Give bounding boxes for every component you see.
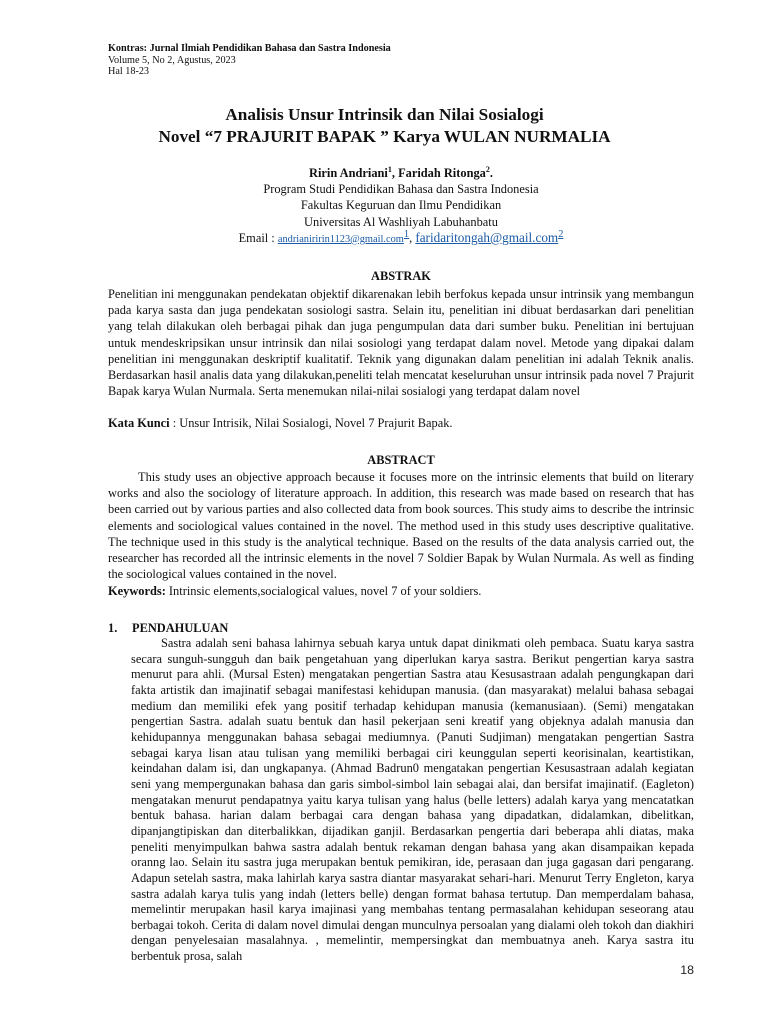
affiliation-university: Universitas Al Washliyah Labuhanbatu (304, 214, 498, 229)
email-label: Email : (238, 230, 278, 245)
section-1-number: 1. (108, 621, 118, 635)
journal-title: Kontras: Jurnal Ilmiah Pendidikan Bahasa dan Sastra Indonesia (108, 43, 391, 54)
abstrak-keywords-value: : Unsur Intrisik, Nilai Sosialogi, Novel 7 Prajurit Bapak. (169, 416, 453, 430)
author-separator: , (391, 166, 399, 180)
abstract-keywords-value: Intrinsic elements,socialogical values, novel 7 of your soldiers. (165, 584, 482, 598)
article-title-line-2: Novel “7 PRAJURIT BAPAK ” Karya WULAN NURMALIA (158, 127, 611, 146)
section-1-title: PENDAHULUAN (132, 621, 229, 635)
author-2: Faridah Ritonga (398, 166, 486, 180)
abstract-text: This study uses an objective approach because it focuses more on the intrinsic elements that build on literary works and also the sociology of literature approach. In addition, this research was made based on research that has been carried out by various parties and also collected data from book sources. This study aims to describe the intrinsic elements and sociological values contained in the novel. The method used in this study uses descriptive qualitative. The technique used in this study is the analytical technique. Based on the results of the data analysis carried out, the researcher has recorded all the intrinsic elements in the novel 7 Soldier Bapak by Wulan Nurmala. As well as finding the sociological values contained in the novel. (108, 470, 694, 582)
email-link-1[interactable]: andrianiririn1123@gmail.com (277, 233, 404, 245)
affiliation-program: Program Studi Pendidikan Bahasa dan Sastra Indonesia (263, 182, 539, 197)
journal-header (108, 43, 391, 78)
author-end: . (489, 166, 493, 180)
journal-volume: Volume 5, No 2, Agustus, 2023 (108, 54, 236, 66)
article-title (108, 104, 661, 148)
article-title-line-1: Analisis Unsur Intrinsik dan Nilai Sosialogi (225, 105, 544, 124)
abstrak-heading: ABSTRAK (371, 269, 431, 283)
abstract-heading: ABSTRACT (367, 453, 435, 467)
author-block (108, 165, 694, 248)
section-1-heading (108, 620, 228, 636)
abstrak-keywords (108, 415, 694, 431)
author-1-sup: 1 (387, 164, 392, 174)
email-separator: , (409, 230, 416, 245)
email-link-2[interactable]: faridaritongah@gmail.com (415, 229, 559, 245)
email-1-sup: 1 (403, 228, 410, 240)
page-number: 18 (680, 963, 694, 977)
abstract-keywords (108, 583, 694, 599)
author-1: Ririn Andriani (309, 166, 388, 180)
author-names (108, 165, 694, 181)
email-2-sup: 2 (558, 228, 564, 240)
author-2-sup: 2 (485, 164, 490, 174)
section-1-body: Sastra adalah seni bahasa lahirnya sebuah karya untuk dapat dinikmati oleh pembaca. Suatu karya sastra secara sunguh-sungguh dan baik pengetahuan yang diperlukan karya sastra. Berikut pengertian karya sastra menurut para ahli. (Mursal Esten) mengatakan pengertian Sastra atau Kesusastraan adalah pengungkapan dari fakta artistik dan imajinatif sebagai manifestasi kehidupan manusia. (dan masyarakat) melalui bahasa sebagai medium dan memiliki efek yang positif terhadap kehidupan manusia (kemanusiaan). (Semi) mengatakan pengertian Sastra. adalah suatu bentuk dan hasil pekerjaan seni kreatif yang objeknya adalah manusia dan kehidupannya menggunakan bahasa sebagai mediumnya. (Panuti Sudjiman) mengatakan pengertian Sastra sebagai karya lisan atau tulisan yang memiliki berbagai ciri keunggulan seperti keorisinalan, keartistikan, keindahan dalam isi, dan ungkapanya. (Ahmad Badrun0 mengatakan pengertian Kesusastraan adalah kegiatan seni yang mempergunakan bahasa dan garis simbol-simbol lain sebagai alai, dan bersifat imajinatif. (Eagleton) mengatakan menurut pendapatnya yaitu karya tulisan yang halus (belle letters) adalah karya yang mencatatkan bentuk bahasa. harian dalam berbagai cara dengan bahasa yang dipadatkan, didalamkan, dibelitkan, dipanjangtipiskan dan diterbalikkan, dijadikan ganjil. Berdasarkan pengertia dari beberapa ahli diatas, maka peneliti menyimpulkan bahwa sastra adalah bentuk rekaman dengan bahasa yang akan disampaikan kepada oranng lao. Selain itu sastra juga merupakan bentuk pemikiran, ide, perasaan dan juga gagasan dari pengarang. Adapun setelah sastra, maka lahirlah karya sastra diantar masyarakat sehari-hari. Menurut Terry Engleton, karya sastra adalah karya tulis yang indah (letters belle) dengan format bahasa tertutup. Dan memperdalam bahasa, memelintir merupakan hasil karya imajinasi yang membahas tentang permasalahan kehidupan seseorang atau berbagai tokoh. Cerita di dalam novel dimulai dengan munculnya persoalan yang dialami oleh tokoh dan diakhiri dengan penyelesaian masalahnya. , memelintir, mempersingkat dan membuatnya aneh. Karya sastra itu berbentuk prosa, salah (131, 636, 694, 964)
abstrak-text: Penelitian ini menggunakan pendekatan objektif dikarenakan lebih berfokus kepada unsur intrinsik yang membangun pada karya sasta dan juga pendekatan sosiologi sastra. Selain itu, penelitian ini dibuat berdasarkan dari penelitian yang telah dilakukan oleh berbagai pihak dan juga pengumpulan data dari sumber buku. Penelitian ini bertujuan untuk mendeskripsikan unsur intrinsik dan nilai sosiologi yang terdapat dalam novel. Metode yang dipakai dalam penelitian ini menggunakan deskriptif kualitatif. Teknik yang digunakan dalam penelitian ini adalah Teknik analis. Berdasarkan hasil analis data yang dilakukan,peneliti telah mencatat keseluruhan unsur intrinsik pada novel 7 Prajurit Bapak karya Wulan Nurmala. Serta menemukan nilai-nilai sosialogi yang terdapat dalam novel (108, 287, 694, 399)
abstract-keywords-label: Keywords: (108, 584, 166, 598)
email-row (108, 230, 694, 248)
journal-pages: Hal 18-23 (108, 66, 150, 78)
affiliation-faculty: Fakultas Keguruan dan Ilmu Pendidikan (300, 198, 502, 213)
abstrak-keywords-label: Kata Kunci (108, 416, 170, 430)
